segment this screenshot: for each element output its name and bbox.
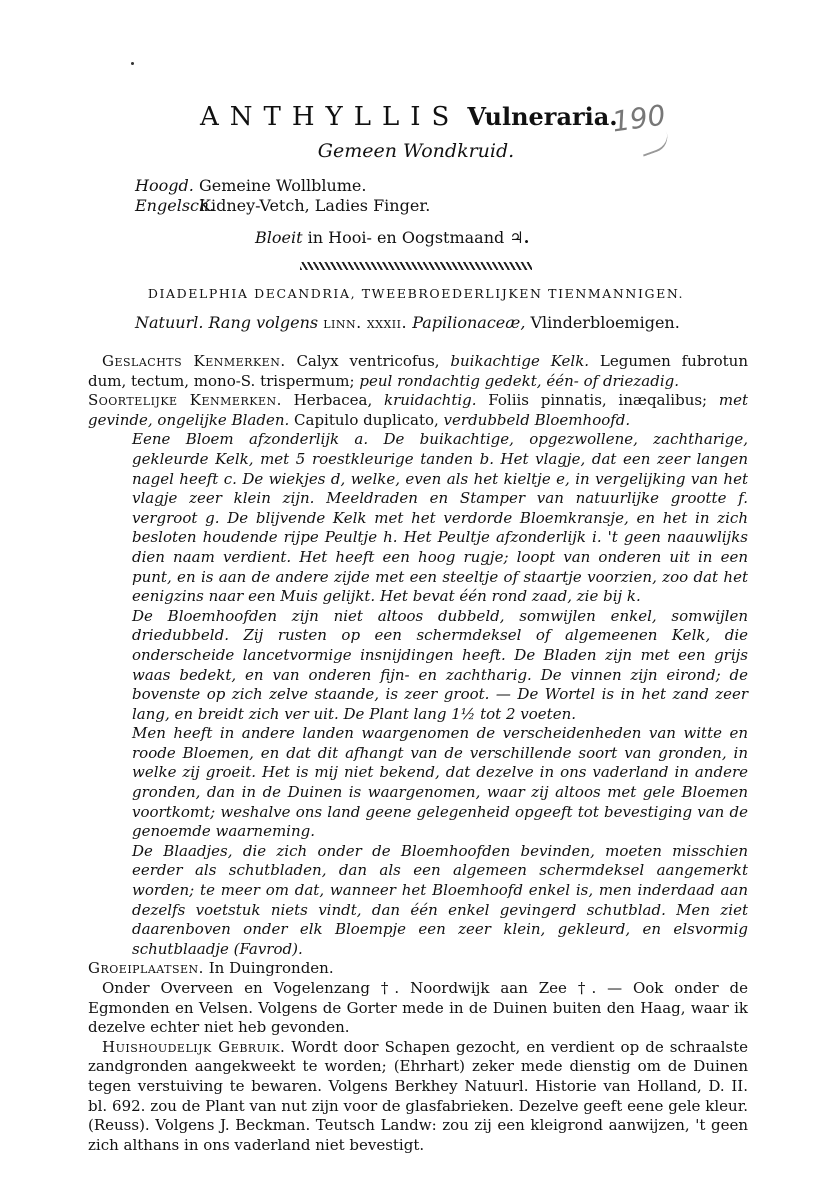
- dutch-text: buikachtige Kelk.: [450, 352, 590, 370]
- genus-characters: [88, 352, 748, 391]
- description-block: Eene Bloem afzonderlijk a. De buikachtige, opgezwollene, zachtharige, gekleurde Kelk, met 5 roestkleurige tanden b. Het vlagje, dat een zeer langen nagel heeft c. De wiekjes d, welke, even als het kieltje e, in vergelijking van het vlagje zeer klein zijn. Meeldraden en Stamper van natuurlijke grootte f. vergroot g. De blijvende Kelk met het verdorde Bloemkransje, en het in zich besloten houdende rijpe Peultje h. Het Peultje afzonderlijk i. 't geen naauwlijks dien naam verdient. Het heeft een hoog rugje; loopt van onderen uit in een punt, en is aan de andere zijde met een steeltje of staartje voorzien, zoo dat het eenigzins naar een Muis gelijkt. Het bevat één rond zaad, zie bij k.: [132, 430, 748, 606]
- species-characters: [88, 391, 748, 430]
- habitat: [88, 959, 748, 979]
- name-value: Gemeine Wollblume.: [199, 176, 367, 195]
- flowering-line: [255, 228, 529, 247]
- description-block: De Bloemhoofden zijn niet altoos dubbeld, somwijlen enkel, somwijlen driedubbeld. Zij rusten op een schermdeksel of algemeenen Kelk, die onderscheide lancetvormige insnijdingen heeft. De Bladen zijn met een grijs waas bedekt, en van onderen fijn- en zachtharig. De vinnen zijn eirond; de bovenste op zich zelve staande, is zeer groot. — De Wortel is in het zand zeer lang, en breidt zich ver uit. De Plant lang 1½ tot 2 voeten.: [132, 606, 748, 723]
- rank-prefix: Natuurl. Rang volgens: [135, 313, 319, 332]
- section-label: Groeiplaatsen.: [88, 959, 204, 978]
- section-label: Soortelijke Kenmerken.: [88, 391, 282, 410]
- main-text: [88, 352, 748, 1155]
- ornamental-rule: [300, 262, 532, 270]
- linnaean-class: DIADELPHIA DECANDRIA, TWEEBROEDERLIJKEN TIENMANNIGEN.: [147, 286, 685, 301]
- name-row: [135, 176, 430, 196]
- latin-text: Calyx ventricofus,: [296, 352, 440, 370]
- flowering-text: in Hooi- en Oogstmaand: [307, 228, 505, 247]
- habitat-locations: Onder Overveen en Vogelenzang †. Noordwijk aan Zee †. — Ook onder de Egmonden en Velsen. Volgens de Gorter mede in de Duinen buiten den Haag, waar ik dezelve echter niet heb gevonden.: [88, 979, 748, 1037]
- title: [200, 102, 618, 132]
- name-label: Engelsch.: [135, 196, 215, 215]
- rank-linn: linn.: [323, 313, 362, 332]
- dutch-text: kruidachtig.: [384, 391, 477, 410]
- natural-rank: [135, 313, 680, 332]
- household-text: Wordt door Schapen gezocht, en verdient op de schraalste zandgronden aangekweekt te worden; (Ehrhart) zeker mede dienstig om de Duinen tegen verstuiving te bewaren. Volgens Berkhey Natuurl. Historie van Holland, D. II. bl. 692. zou de Plant van nut zijn voor de glasfabrieken. Dezelve geeft eene gele kleur. (Reuss). Volgens J. Beckman. Teutsch Landw: zou zij een kleigrond aanwijzen, 't geen zich althans in ons vaderland niet bevestigt.: [88, 1037, 748, 1154]
- jupiter-symbol: ♃.: [509, 228, 530, 247]
- name-value: Kidney-Vetch, Ladies Finger.: [199, 196, 431, 215]
- rank-number: xxxii.: [366, 313, 408, 332]
- dutch-text: met gevinde, ongelijke Bladen.: [88, 391, 748, 429]
- speck: [131, 62, 134, 65]
- latin-text: Legumen fubrotun dum, tectum, mono-S. trispermum;: [88, 352, 748, 390]
- latin-text: Capitulo duplicato,: [294, 410, 439, 429]
- section-label: Huishoudelijk Gebruik.: [102, 1037, 286, 1056]
- name-row: [135, 196, 430, 216]
- name-label: Hoogd.: [135, 176, 194, 195]
- latin-text: Foliis pinnatis, inæqalibus;: [488, 391, 708, 410]
- flowering-label: Bloeit: [255, 228, 303, 247]
- description-block: Men heeft in andere landen waargenomen de verscheidenheden van witte en roode Bloemen, en dat dit afhangt van de verschillende soort van gronden, in welke zij groeit. Het is mij niet bekend, dat dezelve in ons vaderland in andere gronden, dan in de Duinen is waargenomen, waar zij altoos met gele Bloemen voortkomt; weshalve ons land geene gelegenheid opgeeft tot bevestiging van de genoemde waarneming.: [132, 724, 748, 841]
- household-use: [88, 1038, 748, 1156]
- genus-name: ANTHYLLIS: [200, 102, 461, 132]
- dutch-text: peul rondachtig gedekt, één- of driezadig.: [359, 371, 680, 390]
- description-block: De Blaadjes, die zich onder de Bloemhoofden bevinden, moeten misschien eerder als schutbladen, dan als een algemeen schermdeksel aangemerkt worden; te meer om dat, wanneer het Bloemhoofd enkel is, men inderdaad aan dezelfs voetstuk niets vindt, dan één enkel gevingerd schutblad. Men ziet daarenboven onder elk Bloempje een zeer klein, gekleurd, en elsvormig schutblaadje (Favrod).: [132, 841, 748, 958]
- habitat-text: In Duingronden.: [208, 959, 334, 978]
- handwritten-page-number: 190: [609, 98, 668, 139]
- section-label: Geslachts Kenmerken.: [102, 352, 286, 370]
- latin-text: Herbacea,: [293, 391, 373, 410]
- dutch-text: verdubbeld Bloemhoofd.: [443, 410, 631, 429]
- rank-family: Papilionaceæ,: [412, 313, 526, 332]
- species-name: Vulneraria.: [467, 102, 618, 131]
- dutch-name: Gemeen Wondkruid.: [317, 140, 515, 162]
- common-names: [135, 176, 430, 216]
- rank-dutch: Vlinderbloemigen.: [530, 313, 680, 332]
